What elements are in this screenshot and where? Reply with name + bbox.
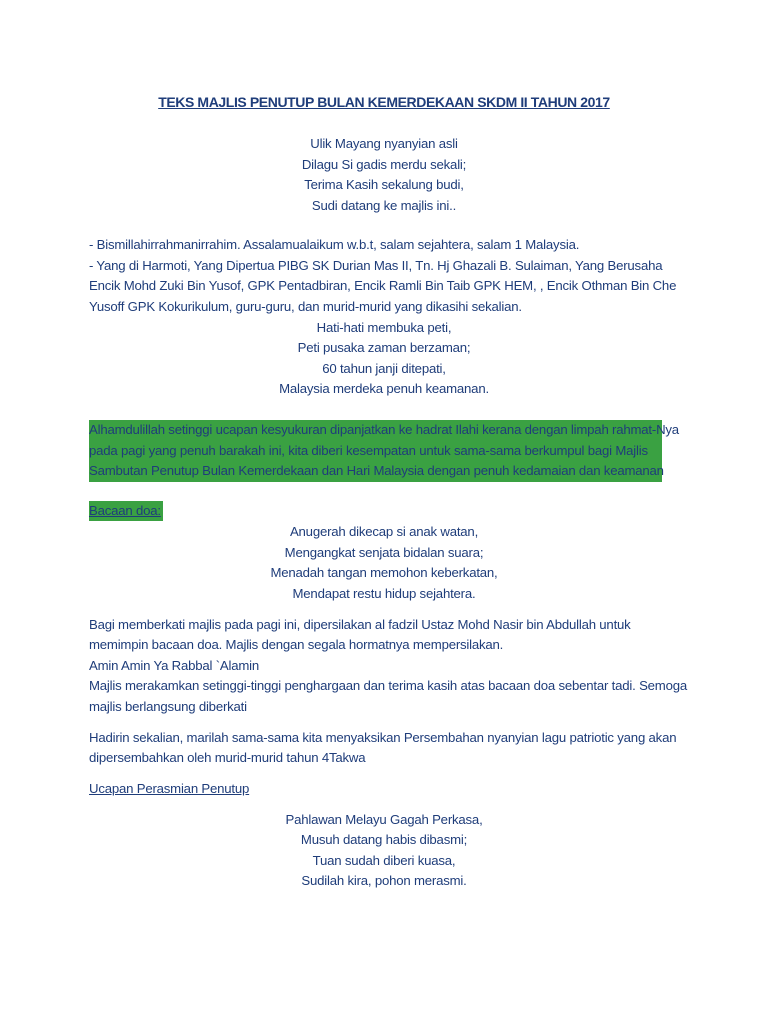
greeting-line: Yusoff GPK Kokurikulum, guru-guru, dan murid-murid yang dikasihi sekalian. [89,299,522,314]
pantun-line: 60 tahun janji ditepati, [322,361,446,376]
ucapan-heading: Ucapan Perasmian Penutup [89,781,250,796]
pantun-line: Mendapat restu hidup sejahtera. [292,586,476,601]
bacaan-doa-heading: Bacaan doa: [89,501,163,521]
pantun-line: Tuan sudah diberi kuasa, [312,853,456,868]
paragraph-line: Bagi memberkati majlis pada pagi ini, dipersilakan al fadzil Ustaz Mohd Nasir bin Abdullah untuk [89,617,631,632]
pantun-line: Peti pusaka zaman berzaman; [297,340,471,355]
paragraph-line: majlis berlangsung diberkati [89,699,247,714]
pantun-line: Mengangkat senjata bidalan suara; [284,545,484,560]
paragraph-line: Amin Amin Ya Rabbal `Alamin [89,658,260,673]
greeting-line: Encik Mohd Zuki Bin Yusof, GPK Pentadbiran, Encik Ramli Bin Taib GPK HEM, , Encik Othman Bin Che [89,278,677,293]
pantun-line: Menadah tangan memohon keberkatan, [270,565,498,580]
paragraph-line: memimpin bacaan doa. Majlis dengan segala hormatnya mempersilakan. [89,637,504,652]
greeting-line: - Bismillahirrahmanirrahim. Assalamualaikum w.b.t, salam sejahtera, salam 1 Malaysia. [89,237,580,252]
pantun-line: Anugerah dikecap si anak watan, [289,524,479,539]
highlight-line: Alhamdulillah setinggi ucapan kesyukuran dipanjatkan ke hadrat Ilahi kerana dengan limpah rahmat-Nya [89,422,679,437]
paragraph-line: Hadirin sekalian, marilah sama-sama kita menyaksikan Persembahan nyanyian lagu patriotic yang akan [89,730,677,745]
paragraph-line: Majlis merakamkan setinggi-tinggi penghargaan dan terima kasih atas bacaan doa sebentar tadi. Semoga [89,678,687,693]
pantun-line: Musuh datang habis dibasmi; [300,832,468,847]
pantun-line: Hati-hati membuka peti, [316,320,452,335]
greeting-line: - Yang di Harmoti, Yang Dipertua PIBG SK Durian Mas II, Tn. Hj Ghazali B. Sulaiman, Yang Berusaha [89,258,663,273]
pantun-line: Dilagu Si gadis merdu sekali; [301,157,467,172]
pantun-line: Pahlawan Melayu Gagah Perkasa, [285,812,483,827]
pantun-line: Sudi datang ke majlis ini.. [311,198,457,213]
highlight-line: pada pagi yang penuh barakah ini, kita diberi kesempatan untuk sama-sama berkumpul bagi Majlis [89,443,648,458]
document-title: TEKS MAJLIS PENUTUP BULAN KEMERDEKAAN SKDM II TAHUN 2017 [158,94,610,110]
pantun-line: Sudilah kira, pohon merasmi. [301,873,467,888]
highlight-line: Sambutan Penutup Bulan Kemerdekaan dan Hari Malaysia dengan penuh kedamaian dan keamanan [89,463,664,478]
paragraph-line: dipersembahkan oleh murid-murid tahun 4Takwa [89,750,366,765]
pantun-line: Terima Kasih sekalung budi, [304,177,464,192]
pantun-line: Ulik Mayang nyanyian asli [310,136,458,151]
pantun-line: Malaysia merdeka penuh keamanan. [279,381,489,396]
